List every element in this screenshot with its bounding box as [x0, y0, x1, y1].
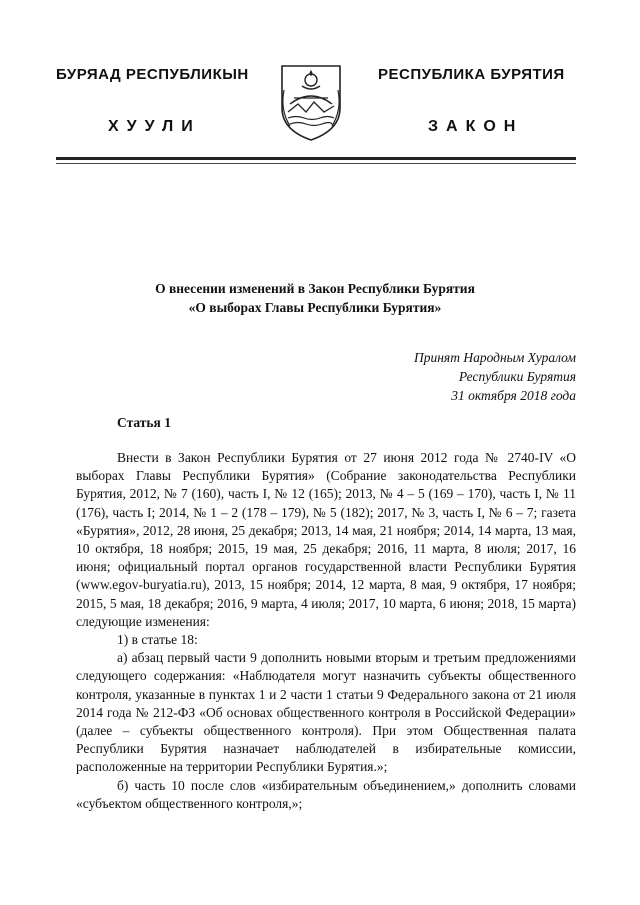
paragraph: 1) в статье 18:	[117, 632, 198, 648]
coat-of-arms-emblem-icon	[276, 60, 346, 142]
adoption-note-line-2: Республики Бурятия	[458, 369, 576, 384]
law-title-line-1: О внесении изменений в Закон Республики Бурятия	[155, 281, 475, 296]
header-right-subtitle: ЗАКОН	[428, 118, 524, 135]
header-left-title: БУРЯАД РЕСПУБЛИКЫН	[56, 66, 249, 83]
law-title	[60, 279, 570, 317]
paragraph: б) часть 10 после слов «избирательным объединением,» дополнить словами «субъектом общественного контроля,»;	[76, 777, 576, 811]
header-divider-thin	[56, 163, 576, 164]
paragraph: а) абзац первый части 9 дополнить новыми вторым и третьим предложениями следующего содержания: «Наблюдателя могут назначить субъекты общественного контроля, указанные в пунктах 1 и 2 части 1 статьи 9 Федерального закона от 21 июля 2014 года № 212-ФЗ «Об основах общественного контроля в Российской Федерации» (далее – субъекты общественного контроля). При этом Общественная палата Республики Бурятия назначает наблюдателей в избирательные комиссии, расположенные на территории Республики Бурятия.»;	[76, 650, 576, 775]
adoption-date: 31 октября 2018 года	[451, 388, 576, 403]
adoption-note-line-1: Принят Народным Хуралом	[413, 350, 576, 365]
paragraph: Внести в Закон Республики Бурятия от 27 июня 2012 года № 2740-IV «О выборах Главы Республики Бурятия» (Собрание законодательства Республики Бурятия, 2012, № 7 (160), часть I, № 12 (165); 2013, № 4 – 5 (169 – 170), часть I, № 11 (176), часть I; 2014, № 1 – 2 (178 – 179), № 5 (182); 2017, № 3, часть I, № 6 – 7; газета «Бурятия», 2012, 28 июня, 25 декабря; 2013, 14 мая, 21 ноября; 2014, 14 марта, 13 мая, 10 октября, 18 ноября; 2015, 19 мая, 25 декабря; 2016, 11 марта, 8 июля; 2017, 16 июня; официальный портал органов государственной власти Республики Бурятия (www.egov-buryatia.ru), 2013, 15 ноября; 2014, 12 марта, 8 мая, 9 октября, 17 ноября; 2015, 5 мая, 18 декабря; 2016, 9 марта, 4 июля; 2017, 10 марта, 6 июня; 2018, 15 марта) следующие изменения:	[76, 450, 576, 629]
header-left-subtitle: ХУУЛИ	[108, 118, 201, 135]
law-title-line-2: «О выборах Главы Республики Бурятия»	[188, 300, 442, 315]
header-right-title: РЕСПУБЛИКА БУРЯТИЯ	[378, 66, 565, 83]
header-divider-thick	[56, 157, 576, 160]
article-heading: Статья 1	[117, 415, 171, 430]
adoption-note	[414, 348, 576, 405]
law-body	[76, 449, 576, 813]
